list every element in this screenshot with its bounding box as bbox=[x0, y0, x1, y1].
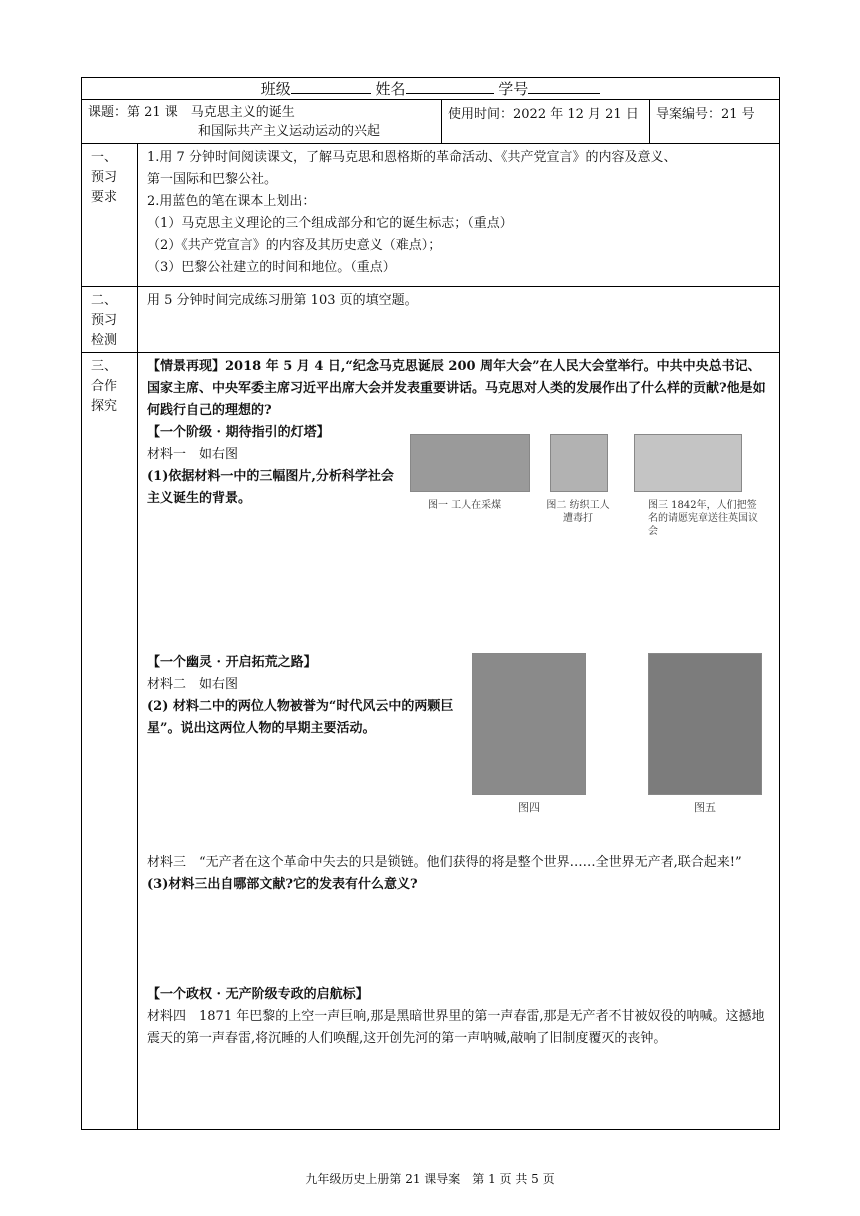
question-1: (1)依据材料一中的三幅图片,分析科学社会主义诞生的背景。 bbox=[147, 469, 394, 506]
cooperative-inquiry-content bbox=[138, 353, 779, 1129]
req-line: 1.用 7 分钟时间阅读课文，了解马克思和恩格斯的革命活动、《共产党宣言》的内容及意义、 bbox=[147, 150, 677, 165]
section-preview-requirements bbox=[82, 144, 779, 287]
topic-line-1: 课题：第 21 课 马克思主义的诞生 bbox=[88, 105, 295, 120]
class-label: 班级 bbox=[260, 80, 291, 98]
id-label: 学号 bbox=[498, 80, 529, 98]
req-line: 第一国际和巴黎公社。 bbox=[147, 172, 278, 187]
textile-worker-photo bbox=[550, 434, 608, 492]
fig3-caption: 图三 1842年，人们把签名的请愿宪章送往英国议会 bbox=[648, 500, 758, 537]
coal-mining-photo bbox=[410, 434, 530, 492]
section-label: 二、 预习 检测 bbox=[82, 287, 138, 352]
section-label: 三、 合作 探究 bbox=[82, 353, 138, 1129]
fig1-caption: 图一 工人在采煤 bbox=[428, 500, 502, 511]
req-line: （3）巴黎公社建立的时间和地位。（重点） bbox=[147, 260, 396, 275]
guide-number: 导案编号：21 号 bbox=[656, 107, 755, 122]
section-cooperative-inquiry bbox=[82, 353, 779, 1129]
lesson-meta bbox=[82, 100, 779, 144]
fig2-caption: 图二 纺织工人遭毒打 bbox=[546, 500, 610, 524]
section-label: 一、 预习 要求 bbox=[82, 144, 138, 286]
topic-line-2: 和国际共产主义运动运动的兴起 bbox=[198, 124, 381, 139]
fig5-caption: 图五 bbox=[694, 801, 716, 814]
engels-portrait bbox=[472, 653, 586, 795]
req-line: （1）马克思主义理论的三个组成部分和它的诞生标志；（重点） bbox=[147, 216, 513, 231]
part1-title: 【一个阶级 · 期待指引的灯塔】 bbox=[147, 425, 330, 440]
fig4-caption: 图四 bbox=[518, 801, 540, 814]
lesson-sheet bbox=[81, 77, 780, 1130]
question-3: (3)材料三出自哪部文献?它的发表有什么意义? bbox=[147, 877, 418, 892]
material-4: 材料四 1871 年巴黎的上空一声巨响,那是黑暗世界里的第一声春雷,那是无产者不甘被奴役的呐喊。这撼地震天的第一声春雷,将沉睡的人们唤醒,这开创先河的第一声呐喊,敲响了旧制度覆灭的丧钟。 bbox=[147, 1009, 765, 1046]
material-1: 材料一 如右图 bbox=[147, 447, 239, 462]
id-blank[interactable] bbox=[528, 78, 600, 94]
marx-portrait bbox=[648, 653, 762, 795]
page-footer: 九年级历史上册第 21 课导案 第 1 页 共 5 页 bbox=[305, 1172, 555, 1186]
part2-title: 【一个幽灵 · 开启拓荒之路】 bbox=[147, 655, 317, 670]
student-info-header bbox=[82, 78, 779, 100]
preview-requirements-content bbox=[138, 144, 779, 286]
name-blank[interactable] bbox=[406, 78, 494, 94]
part3-title: 【一个政权 · 无产阶级专政的启航标】 bbox=[147, 987, 369, 1002]
scenario-intro: 【情景再现】2018 年 5 月 4 日,“纪念马克思诞辰 200 周年大会”在人民大会堂举行。中共中央总书记、国家主席、中央军委主席习近平出席大会并发表重要讲话。马克思对人类的发展作出了什么样的贡献?他是如何践行自己的理想的? bbox=[147, 359, 766, 418]
req-line: （2）《共产党宣言》的内容及其历史意义（难点）； bbox=[147, 238, 442, 253]
req-line: 2.用蓝色的笔在课本上划出： bbox=[147, 194, 316, 209]
use-date: 使用时间：2022 年 12 月 21 日 bbox=[442, 100, 650, 143]
class-blank[interactable] bbox=[291, 78, 371, 94]
preview-check-content: 用 5 分钟时间完成练习册第 103 页的填空题。 bbox=[147, 293, 418, 308]
name-label: 姓名 bbox=[375, 80, 406, 98]
section-preview-check bbox=[82, 287, 779, 353]
petition-photo bbox=[634, 434, 742, 492]
lesson-topic bbox=[82, 100, 442, 143]
material-3: 材料三 “无产者在这个革命中失去的只是锁链。他们获得的将是整个世界……全世界无产者,联合起来!” bbox=[147, 855, 742, 870]
material-2: 材料二 如右图 bbox=[147, 677, 239, 692]
question-2: (2) 材料二中的两位人物被誉为“时代风云中的两颗巨星”。说出这两位人物的早期主要活动。 bbox=[147, 699, 454, 736]
